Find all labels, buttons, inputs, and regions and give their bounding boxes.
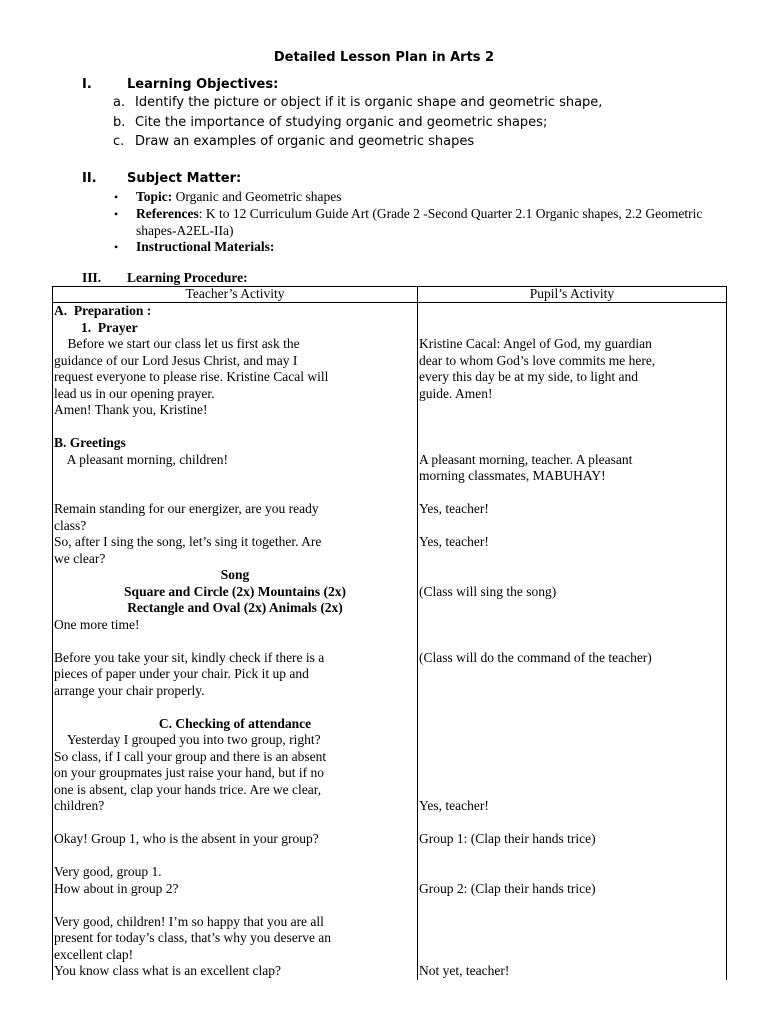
teacher-line: Remain standing for our energizer, are you ready <box>54 501 319 516</box>
pupil-line: Not yet, teacher! <box>419 963 510 978</box>
bullet-icon: • <box>114 190 119 204</box>
pupil-line: (Class will sing the song) <box>419 583 557 599</box>
procedure-heading <box>82 270 248 286</box>
pupil-line: Yes, teacher! <box>419 534 489 549</box>
pupil-line: dear to whom God’s love commits me here, <box>419 352 656 368</box>
materials-label: Instructional Materials: <box>136 239 275 254</box>
teacher-line: Rectangle and Oval (2x) Animals (2x) <box>127 600 343 615</box>
teacher-line: request everyone to please rise. Kristine Cacal will <box>54 369 329 384</box>
teacher-line: Amen! Thank you, Kristine! <box>54 402 208 417</box>
teacher-line: lead us in our opening prayer. <box>54 385 215 401</box>
table-header-row <box>53 287 727 303</box>
teacher-line: B. Greetings <box>54 435 126 450</box>
topic-bullet <box>114 189 724 206</box>
pupil-line: (Class will do the command of the teacher) <box>419 649 652 665</box>
teacher-line <box>54 633 416 650</box>
pupil-line <box>419 402 725 419</box>
objective-text: Identify the picture or object if it is organic shape and geometric shape, <box>135 95 603 110</box>
teacher-line <box>54 699 416 716</box>
teacher-line <box>54 815 416 832</box>
teacher-line: Square and Circle (2x) Mountains (2x) <box>124 583 346 599</box>
teacher-line: You know class what is an excellent clap? <box>54 963 281 978</box>
pupil-line <box>419 815 725 832</box>
teacher-line: Okay! Group 1, who is the absent in your group? <box>54 831 319 846</box>
teacher-line: C. Checking of attendance <box>158 715 312 731</box>
pupil-line: Yes, teacher! <box>419 501 489 516</box>
objective-text: Cite the importance of studying organic and geometric shapes; <box>135 115 548 130</box>
pupil-line <box>419 600 725 617</box>
pupil-line: Yes, teacher! <box>419 798 489 813</box>
pupil-line <box>419 848 725 865</box>
pupil-line <box>419 947 725 964</box>
references-label: References <box>136 206 199 221</box>
pupil-line <box>419 732 725 749</box>
objectives-title: Learning Objectives: <box>127 77 279 92</box>
teacher-line: A. Preparation : <box>54 303 152 318</box>
teacher-line <box>54 468 416 485</box>
teacher-line: Song <box>220 567 250 582</box>
teacher-activity-cell <box>53 303 418 980</box>
pupil-line <box>419 518 725 535</box>
teacher-line: excellent clap! <box>54 946 134 962</box>
objectives-number: I. <box>82 77 92 92</box>
teacher-line: we clear? <box>54 550 106 566</box>
bullet-icon: • <box>114 207 119 221</box>
objective-text: Draw an examples of organic and geometric shapes <box>135 134 475 149</box>
pupil-line <box>419 633 725 650</box>
pupil-line <box>419 320 725 337</box>
pupil-line <box>419 419 725 436</box>
lesson-procedure-table <box>52 286 727 980</box>
teacher-line <box>54 485 416 502</box>
procedure-number: III. <box>82 270 102 285</box>
teacher-line: So, after I sing the song, let’s sing it together. Are <box>54 534 322 549</box>
teacher-line: present for today’s class, that’s why you deserve an <box>54 930 332 945</box>
teacher-line: One more time! <box>54 616 140 632</box>
pupil-line <box>419 567 725 584</box>
pupil-activity-cell <box>418 303 727 980</box>
pupil-line <box>419 914 725 931</box>
pupil-line <box>419 435 725 452</box>
subject-matter-heading <box>82 171 241 186</box>
teacher-line: 1. Prayer <box>54 319 138 335</box>
pupil-line <box>419 765 725 782</box>
pupil-line <box>419 617 725 634</box>
objective-item <box>113 95 602 110</box>
references-bullet <box>114 206 724 239</box>
procedure-title: Learning Procedure: <box>127 270 248 285</box>
teacher-line: How about in group 2? <box>54 880 179 896</box>
topic-label: Topic: <box>136 189 173 204</box>
pupil-line <box>419 699 725 716</box>
pupil-line <box>419 666 725 683</box>
pupil-line <box>419 749 725 766</box>
pupil-line: morning classmates, MABUHAY! <box>419 468 606 483</box>
teacher-line: pieces of paper under your chair. Pick it up and <box>54 666 309 681</box>
pupil-line <box>419 897 725 914</box>
table-row <box>53 303 727 980</box>
pupil-line <box>419 485 725 502</box>
teacher-line: A pleasant morning, children! <box>54 451 228 467</box>
objectives-heading <box>82 77 278 92</box>
pupil-line: A pleasant morning, teacher. A pleasant <box>419 451 633 467</box>
teacher-line <box>54 897 416 914</box>
pupil-line: Group 2: (Clap their hands trice) <box>419 880 596 896</box>
references-value: : K to 12 Curriculum Guide Art (Grade 2 -Second Quarter 2.1 Organic shapes, 2.2 Geometric shapes-A2EL-IIa) <box>136 206 703 238</box>
pupil-line <box>419 782 725 799</box>
teacher-line: Very good, children! I’m so happy that you are all <box>54 913 324 929</box>
pupil-line <box>419 551 725 568</box>
materials-bullet <box>114 239 724 256</box>
pupil-line <box>419 930 725 947</box>
topic-value: Organic and Geometric shapes <box>172 189 342 204</box>
teacher-line: children? <box>54 798 105 813</box>
bullet-icon: • <box>114 240 119 254</box>
teacher-line <box>54 419 416 436</box>
pupil-line <box>419 683 725 700</box>
teacher-line: Before you take your sit, kindly check if there is a <box>54 649 325 665</box>
subject-matter-number: II. <box>82 171 97 186</box>
pupil-activity-header: Pupil’s Activity <box>418 287 727 303</box>
teacher-line: guidance of our Lord Jesus Christ, and may I <box>54 352 298 368</box>
teacher-line: Very good, group 1. <box>54 864 162 879</box>
subject-matter-title: Subject Matter: <box>127 171 242 186</box>
pupil-line <box>419 864 725 881</box>
page-title: Detailed Lesson Plan in Arts 2 <box>273 50 495 65</box>
objective-item <box>113 134 474 149</box>
teacher-line: on your groupmates just raise your hand, but if no <box>54 765 324 780</box>
teacher-line: arrange your chair properly. <box>54 682 205 698</box>
objective-letter: b. <box>113 115 126 130</box>
teacher-line: Before we start our class let us first ask the <box>54 336 300 351</box>
pupil-line: Group 1: (Clap their hands trice) <box>419 831 596 846</box>
objective-letter: a. <box>113 95 126 110</box>
objective-item <box>113 115 547 130</box>
teacher-line: So class, if I call your group and there is an absent <box>54 748 327 764</box>
pupil-line: Kristine Cacal: Angel of God, my guardian <box>419 336 652 351</box>
objective-letter: c. <box>113 134 125 149</box>
teacher-line <box>54 848 416 865</box>
teacher-line: one is absent, clap your hands trice. Are we clear, <box>54 781 322 797</box>
pupil-line: guide. Amen! <box>419 385 493 401</box>
pupil-line <box>419 303 725 320</box>
teacher-line: class? <box>54 517 87 533</box>
pupil-line <box>419 716 725 733</box>
teacher-line: Yesterday I grouped you into two group, right? <box>54 732 321 747</box>
teacher-activity-header: Teacher’s Activity <box>53 287 418 303</box>
pupil-line: every this day be at my side, to light and <box>419 369 638 384</box>
